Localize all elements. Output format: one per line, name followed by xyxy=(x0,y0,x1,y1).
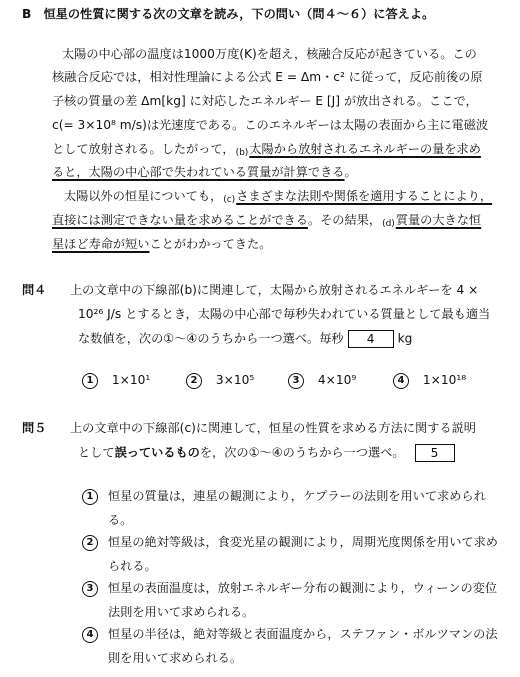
answer-box-5[interactable]: 5 xyxy=(415,444,455,462)
passage-text: 。 xyxy=(344,165,357,179)
passage-line xyxy=(52,212,481,232)
question-5-emphasis: 誤っているもの xyxy=(114,445,200,460)
option-text: 1×10¹⁸ xyxy=(422,373,467,387)
passage-text: 太陽以外の恒星についても， xyxy=(64,189,223,203)
option-number: 2 xyxy=(186,373,202,389)
passage-line: 太陽の中心部の温度は1000万度(K)を超え，核融合反応が起きている。この xyxy=(62,47,477,61)
question-4-text-end: な数値を，次の①～④のうちから一つ選べ。毎秒 xyxy=(78,331,344,346)
option-number: 4 xyxy=(393,373,409,389)
choice-text: る。 xyxy=(108,513,133,527)
answer-box-4[interactable]: 4 xyxy=(348,330,394,348)
underline-mark-c: (c) xyxy=(223,195,236,205)
choice-text: 法則を用いて求められる。 xyxy=(108,605,255,619)
underline-mark-d: (d) xyxy=(382,219,395,229)
underlined-text-d: 質量の大きな恒 xyxy=(395,213,482,227)
underlined-text-b-cont: ると，太陽の中心部で失われている質量が計算できる xyxy=(52,165,345,179)
choice-text: 恒星の質量は，連星の観測により，ケプラーの法則を用いて求められ xyxy=(108,489,486,503)
passage-line: 子核の質量の差 Δm[kg] に対応したエネルギー E [J] が放出される。ここで， xyxy=(52,94,478,108)
passage-text: 。その結果， xyxy=(307,213,382,227)
question-5-text xyxy=(78,444,459,462)
choice-text: られる。 xyxy=(108,559,157,573)
option-1[interactable] xyxy=(82,372,150,389)
passage-line: c(= 3×10⁸ m/s)は光速度である。このエネルギーは太陽の表面から主に電磁波 xyxy=(52,118,489,132)
question-5-text: として xyxy=(78,445,115,460)
choice-2[interactable] xyxy=(82,530,502,578)
choice-text: 恒星の絶対等級は，食変光星の観測により，周期光度関係を用いて求め xyxy=(108,535,498,549)
choice-number: 4 xyxy=(82,627,98,643)
passage-text: ことがわかってきた。 xyxy=(149,237,272,251)
underline-mark-b: (b) xyxy=(235,148,249,158)
choice-number: 3 xyxy=(82,581,98,597)
passage-line: 核融合反応では，相対性理論による公式 E = Δm・c² に従って，反応前後の原 xyxy=(52,70,483,84)
question-5-text: を，次の①～④のうちから一つ選べ。 xyxy=(199,445,405,460)
option-3[interactable] xyxy=(288,372,356,389)
section-heading: B 恒星の性質に関する次の文章を読み，下の問い（問４～６）に答えよ。 xyxy=(22,7,435,21)
choice-1[interactable] xyxy=(82,484,502,532)
option-number: 3 xyxy=(288,373,304,389)
question-4-label: 問４ xyxy=(22,283,47,297)
unit-label: kg xyxy=(397,331,413,346)
passage-line xyxy=(64,188,492,208)
underlined-text-d-cont: 星ほど寿命が短い xyxy=(52,237,150,251)
underlined-text-c-cont: 直接には測定できない量を求めることができる xyxy=(52,213,308,227)
passage-line xyxy=(52,236,271,252)
choice-3[interactable] xyxy=(82,576,502,624)
passage-line xyxy=(52,164,357,180)
choice-text: 恒星の表面温度は，放射エネルギー分布の観測により，ウィーンの変位 xyxy=(108,581,498,595)
question-4-text: 上の文章中の下線部(b)に関連して，太陽から放射されるエネルギーを 4 × xyxy=(70,283,479,297)
choice-text: 則を用いて求められる。 xyxy=(108,651,243,665)
question-4-text xyxy=(78,330,412,348)
option-2[interactable] xyxy=(186,372,254,389)
passage-line xyxy=(52,141,481,161)
question-4-text: 10²⁶ J/s とするとき，太陽の中心部で毎秒失われている質量として最も適当 xyxy=(78,307,491,321)
option-4[interactable] xyxy=(393,372,466,389)
option-number: 1 xyxy=(82,373,98,389)
question-5-label: 問５ xyxy=(22,421,47,435)
choice-number: 1 xyxy=(82,489,98,505)
passage-text: として放射される。したがって， xyxy=(52,142,235,156)
option-text: 1×10¹ xyxy=(111,373,151,387)
option-text: 4×10⁹ xyxy=(317,373,357,387)
choice-text: 恒星の半径は，絶対等級と表面温度から，ステファン・ボルツマンの法 xyxy=(108,627,498,641)
option-text: 3×10⁵ xyxy=(215,373,255,387)
question-5-text: 上の文章中の下線部(c)に関連して，恒星の性質を求める方法に関する説明 xyxy=(70,421,476,435)
choice-4[interactable] xyxy=(82,622,502,670)
choice-number: 2 xyxy=(82,535,98,551)
underlined-text-c: さまざまな法則や関係を適用することにより， xyxy=(236,189,493,203)
underlined-text-b: 太陽から放射されるエネルギーの量を求め xyxy=(249,142,481,156)
